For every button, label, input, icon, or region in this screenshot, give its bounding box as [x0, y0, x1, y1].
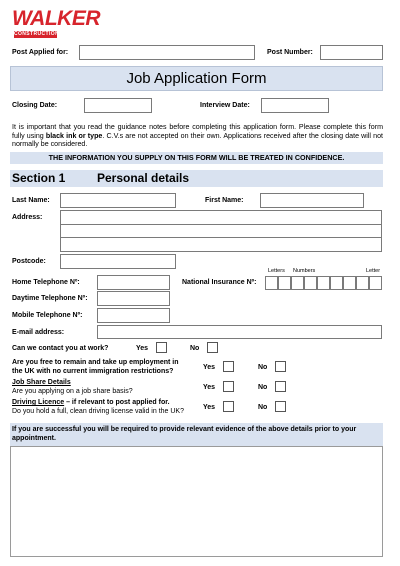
ni-letter-box[interactable] [278, 276, 291, 290]
mobile-tel-field[interactable] [97, 308, 170, 323]
email-field[interactable] [97, 325, 382, 339]
ni-letter-header: Letter [366, 268, 381, 274]
postcode-field[interactable] [60, 254, 176, 269]
address-line-2[interactable] [60, 224, 382, 238]
daytime-tel-label: Daytime Telephone Nº: [12, 295, 88, 302]
intro-text-2: . C.V.s are not accepted on their own. Applications received after the closing date will not normally be considered. [12, 131, 384, 149]
interview-date-field[interactable] [261, 98, 329, 113]
uk-employment-yes-label: Yes [203, 364, 216, 371]
contact-work-yes-label: Yes [136, 345, 149, 352]
last-name-label: Last Name: [12, 197, 50, 204]
uk-employment-no-checkbox[interactable] [275, 361, 286, 372]
interview-date-label: Interview Date: [200, 102, 250, 109]
ni-number-box[interactable] [343, 276, 356, 290]
contact-work-yes-checkbox[interactable] [156, 342, 167, 353]
home-tel-field[interactable] [97, 275, 170, 290]
ni-number-box[interactable] [291, 276, 304, 290]
email-label: E-mail address: [12, 329, 65, 336]
contact-work-no-label: No [190, 345, 200, 352]
first-name-label: First Name: [205, 197, 244, 204]
section-title: Personal details [97, 171, 190, 185]
confidential-banner: THE INFORMATION YOU SUPPLY ON THIS FORM WILL BE TREATED IN CONFIDENCE. [10, 152, 383, 164]
daytime-tel-field[interactable] [97, 291, 170, 306]
uk-employment-question-1: Are you free to remain and take up employment in [12, 359, 179, 366]
mobile-tel-label: Mobile Telephone Nº: [12, 312, 83, 319]
evidence-note: If you are successful you will be required to provide relevant evidence of the above details prior to your appointment. [10, 423, 383, 446]
job-share-no-label: No [258, 384, 268, 391]
post-applied-label: Post Applied for: [12, 49, 69, 56]
closing-date-field[interactable] [84, 98, 152, 113]
driving-heading-title: Driving Licence [12, 399, 65, 406]
home-tel-label: Home Telephone Nº: [12, 279, 80, 286]
address-line-3[interactable] [60, 237, 382, 252]
driving-no-label: No [258, 404, 268, 411]
company-logo: WALKER [12, 7, 100, 30]
section-header [10, 170, 383, 187]
address-line-1[interactable] [60, 210, 382, 225]
driving-yes-checkbox[interactable] [223, 401, 234, 412]
job-share-yes-label: Yes [203, 384, 216, 391]
ni-number-box[interactable] [317, 276, 330, 290]
ni-number-box[interactable] [304, 276, 317, 290]
ni-final-letter-box[interactable] [369, 276, 382, 290]
intro-text-1: It is important that you read the guidance notes before completing this application form. Please complete this form fully using [12, 123, 383, 140]
post-applied-field[interactable] [79, 45, 255, 60]
additional-details-area[interactable] [10, 446, 383, 557]
ni-letter-box[interactable] [265, 276, 278, 290]
post-number-field[interactable] [320, 45, 383, 60]
intro-paragraph [12, 123, 383, 149]
ni-letters-header: Letters [268, 268, 285, 274]
job-share-heading: Job Share Details [12, 379, 71, 386]
uk-employment-yes-checkbox[interactable] [223, 361, 234, 372]
address-label: Address: [12, 214, 43, 221]
driving-question: Do you hold a full, clean driving license valid in the UK? [12, 408, 184, 415]
first-name-field[interactable] [260, 193, 364, 208]
ni-numbers-header: Numbers [293, 268, 316, 274]
ni-label: National Insurance Nº: [182, 279, 257, 286]
driving-heading-rest: – if relevant to post applied for. [64, 399, 170, 406]
uk-employment-question-2: the UK with no current immigration restrictions? [12, 368, 174, 375]
last-name-field[interactable] [60, 193, 176, 208]
postcode-label: Postcode: [12, 258, 46, 265]
ni-number-box[interactable] [356, 276, 369, 290]
uk-employment-no-label: No [258, 364, 268, 371]
driving-no-checkbox[interactable] [275, 401, 286, 412]
job-share-no-checkbox[interactable] [275, 381, 286, 392]
section-number: Section 1 [12, 171, 66, 185]
job-share-yes-checkbox[interactable] [223, 381, 234, 392]
job-share-question: Are you applying on a job share basis? [12, 388, 133, 395]
company-logo-tagline: CONSTRUCTION [14, 31, 60, 37]
closing-date-label: Closing Date: [12, 102, 58, 109]
ni-number-box[interactable] [330, 276, 343, 290]
post-number-label: Post Number: [267, 49, 313, 56]
form-title: Job Application Form [10, 66, 383, 91]
contact-work-question: Can we contact you at work? [12, 345, 109, 352]
driving-heading [12, 398, 170, 407]
intro-text-bold: black ink or type [45, 131, 103, 140]
driving-yes-label: Yes [203, 404, 216, 411]
contact-work-no-checkbox[interactable] [207, 342, 218, 353]
